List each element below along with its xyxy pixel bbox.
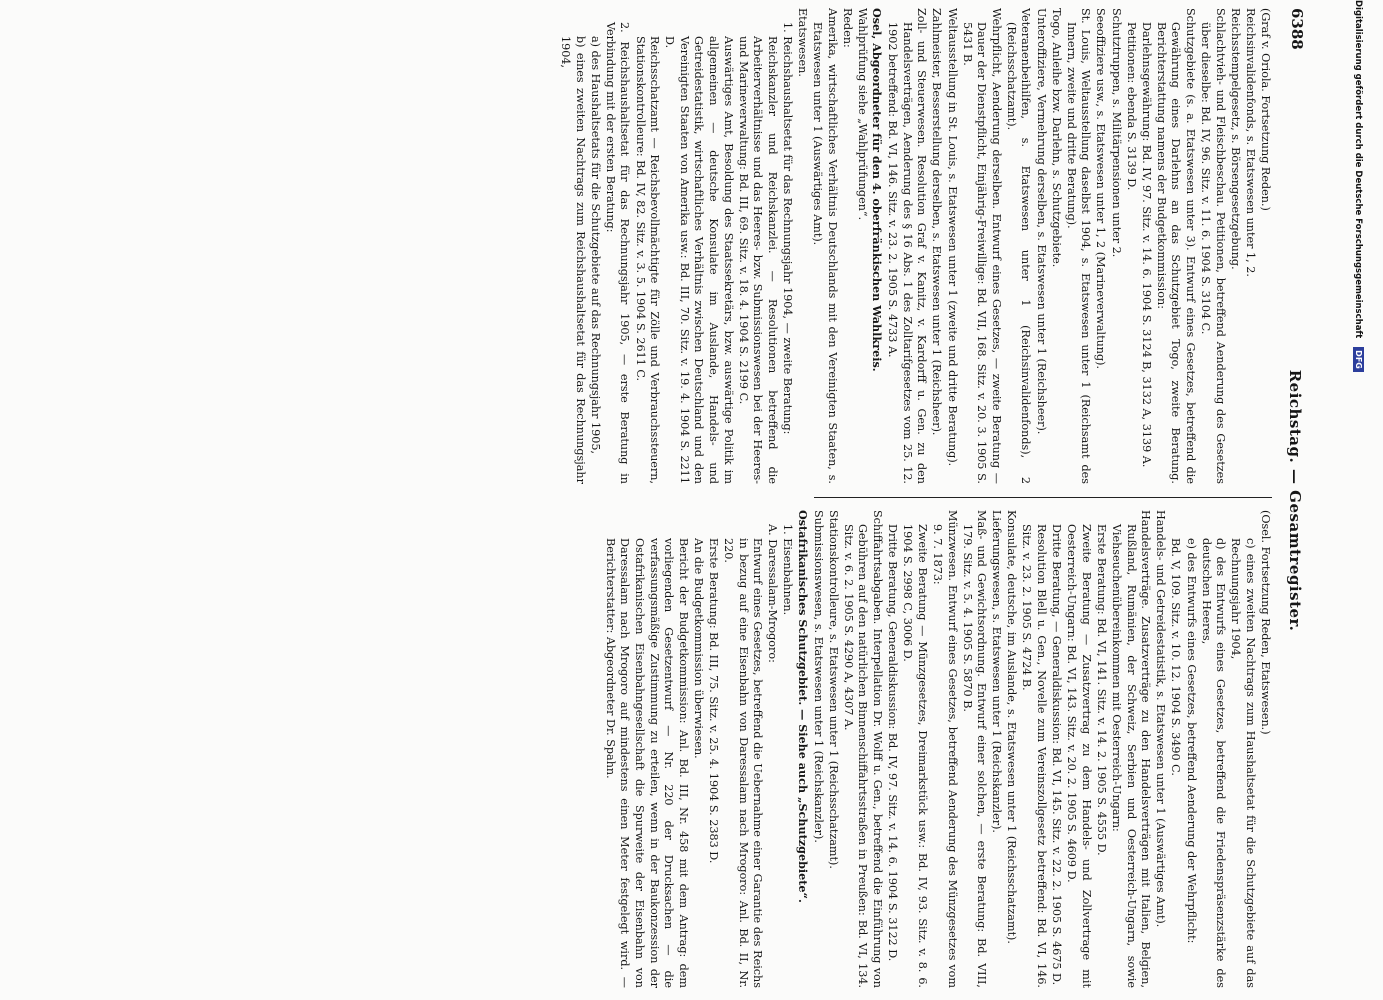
- register-entry: Resolution Blell u. Gen., Novelle zum Vereinszollgesetz betreffend: Bd. VI, 146. Sitz. v. 23. 2. 1905 S. 4724 B.: [1020, 524, 1049, 988]
- dfg-logo: DFG: [1353, 347, 1364, 372]
- register-entry: Reden:: [840, 8, 854, 48]
- register-entry: Bd. V, 109. Sitz. v. 10. 12. 1904 S. 3490 C.: [1169, 538, 1183, 776]
- register-entry: Wahlprüfung siehe „Wahlprüfungen“.: [855, 8, 869, 221]
- register-entry: Lieferungswesen, s. Etatswesen unter 1 (Reichskanzler).: [990, 510, 1004, 833]
- register-entry: Stationskontrolleure, s. Etatswesen unter 1 (Reichsschatzamt).: [826, 510, 840, 869]
- register-entry: St. Louis, Weltausstellung daselbst 1904, s. Etatswesen unter 1 (Reichsamt des Innern, zweite und dritte Beratung).: [1064, 8, 1093, 484]
- register-entry: Reichsstempelgesetz, s. Börsengesetzgebung.: [1228, 8, 1242, 270]
- register-entry: Entwurf eines Gesetzes, betreffend die Uebernahme einer Garantie des Reichs in bezug auf eine Eisenbahn von Daressalam nach Mrogoro: Anl. Bd. II, Nr. 220.: [722, 538, 765, 988]
- register-entry: Zoll- und Steuerwesen. Resolution Graf v. Kanitz, v. Kardorff u. Gen. zu den Handelsverträgen, Aenderung des § 16 Abs. 1 des Zolltarifgesetzes vom 25. 12. 1902 betreffend: Bd. VI, 146. Sitz. v. 23. 2. 1905 S. 4733 A.: [886, 8, 929, 484]
- register-entry: Veteranenbeihilfen, s. Etatswesen unter 1 (Reichsinvalidenfonds), 2 (Reichsschatzamt).: [1004, 8, 1033, 484]
- register-entry: Konsulate, deutsche, im Auslande, s. Etatswesen unter 1 (Reichsschatzamt).: [1005, 510, 1019, 944]
- column-divider: [814, 497, 1272, 498]
- register-entry: Ostafrikanisches Schutzgebiet. — Siehe auch „Schutzgebiete“.: [795, 510, 810, 903]
- register-entry: Reichskanzler und Reichskanzlei. — Resolutionen betreffend die Arbeiterverhältnisse und das Heeres- bzw. Submissionswesen bei der Heeres- und Marineverwaltung: Bd. III, 69. Sitz. v. 18. 4. 1904 S. 2199 C.: [736, 36, 779, 484]
- register-entry: Schlachtvieh- und Fleischbeschau. Petitionen, betreffend Aenderung des Gesetzes über dieselbe: Bd. IV, 96. Sitz. v. 11. 6. 1904 S. 3104 C.: [1199, 8, 1227, 484]
- digitization-footer: [1352, 0, 1364, 1000]
- register-entry: Auswärtiges Amt, Besoldung des Staatssekretärs, bzw. auswärtige Politik im allgemeinen — deutsche Konsulate im Auslande, Handels- und Getreidestatistik, wirtschaftliches Verhältnis zwischen Deutschland und den Vereinigten Staaten von Amerika usw.: Bd. III, 70. Sitz. v. 19. 4. 1904 S. 2211 D.: [663, 36, 735, 484]
- register-entry: Schutztruppen, s. Militärpensionen unter 2.: [1109, 8, 1123, 258]
- register-entry: (Osel. Fortsetzung Reden, Etatswesen.): [1259, 510, 1272, 735]
- register-entry: (Graf v. Oriola. Fortsetzung Reden.): [1259, 8, 1272, 211]
- register-entry: a) des Haushaltsetats für die Schutzgebiete auf das Rechnungsjahr 1905,: [588, 36, 602, 455]
- left-column: [37, 8, 1272, 484]
- page-title: Reichstag. — Gesamtregister.: [1286, 369, 1304, 632]
- footer-text: Digitalisierung gefördert durch die Deutsche Forschungsgemeinschaft: [1353, 0, 1363, 339]
- register-entry: An die Budgetkommission überwiesen.: [691, 538, 705, 759]
- page-number: 6388: [1288, 8, 1306, 50]
- register-entry: Osel, Abgeordneter für den 4. oberfränkischen Wahlkreis.: [870, 8, 885, 372]
- register-entry: Darlehnsgewährung: Bd. IV, 97. Sitz. v. 14. 6. 1904 S. 3124 B, 3132 A, 3139 A.: [1139, 22, 1153, 468]
- register-entry: Togo, Anleihe bzw. Darlehn, s. Schutzgebiete.: [1049, 8, 1063, 268]
- register-entry: Reichsinvalidenfonds, s. Etatswesen unter 1, 2.: [1243, 8, 1257, 277]
- register-entry: Handelsverträge. Zusatzverträge zu den Handelsverträgen mit Italien, Belgien, Rußland, Rumänien, der Schweiz, Serbien und Oesterreich-Ungarn, sowie Viehseuchenübereinkommen mit Oesterreich-Ungarn:: [1110, 510, 1153, 988]
- register-entry: e) des Entwurfs eines Gesetzes, betreffend Aenderung der Wehrpflicht:: [1184, 538, 1198, 944]
- register-entry: Dritte Beratung, Generaldiskussion: Bd. IV, 97. Sitz. v. 14. 6. 1904 S. 3122 D.: [886, 524, 900, 962]
- register-entry: Petitionen: ebenda S. 3139 D.: [1124, 22, 1138, 191]
- register-entry: Unteroffiziere, Vermehrung derselben, s. Etatswesen unter 1 (Reichsheer).: [1034, 8, 1048, 435]
- register-entry: Erste Beratung: Bd. VI, 141. Sitz. v. 14. 2. 1905 S. 4555 D.: [1094, 524, 1108, 856]
- register-entry: Schiffahrtsabgaben. Interpellation Dr. Wolff u. Gen., betreffend die Einführung von Gebühren auf den natürlichen Binnenschiffahrtsstraßen in Preußen: Bd. VI, 134. Sitz. v. 6. 2. 1905 S. 4290 A, 4307 A.: [841, 510, 885, 988]
- register-entry: Maß- und Gewichtsordnung. Entwurf einer solchen, — erste Beratung: Bd. VIII, 179. Sitz. v. 5. 4. 1905 S. 5870 B.: [960, 510, 989, 988]
- register-entry: Weltausstellung in St. Louis, s. Etatswesen unter 1 (zweite und dritte Beratung).: [945, 8, 959, 467]
- register-entry: Handels- und Getreidestatistik, s. Etatswesen unter 1 (Auswärtiges Amt).: [1154, 510, 1168, 928]
- register-entry: Münzwesen. Entwurf eines Gesetzes, betreffend Aenderung des Münzgesetzes vom 9. 7. 1873:: [930, 510, 959, 988]
- register-entry: Zahlmeister, Besserstellung derselben, s. Etatswesen unter 1 (Reichsheer).: [930, 8, 944, 436]
- register-entry: Submissionswesen, s. Etatswesen unter 1 (Reichskanzler).: [811, 510, 825, 843]
- register-entry: Bericht der Budgetkommission: Anl. Bd. III, Nr. 458 mit dem Antrag: dem vorliegenden Gesetzentwurf — Nr. 220 der Drucksachen — die verfassungsmäßige Zustimmung zu erteilen, wenn in der Baukonzession der Ostafrikanischen Eisenbahngesellschaft die Spurweite der Eisenbahn von Daressalam nach Mrogoro auf mindestens einen Meter festgelegt wird. — Berichterstatter: Abgeordneter Dr. Spahn.: [603, 538, 690, 988]
- register-entry: Schutzgebiete (s. a. Etatswesen unter 3). Entwurf eines Gesetzes, betreffend die Gewährung eines Darlehns an das Schutzgebiet Togo, zweite Beratung. Berichterstattung namens der Budgetkommission:: [1154, 8, 1198, 484]
- register-entry: 1. Reichshaushaltsetat für das Rechnungsjahr 1904, — zweite Beratung:: [781, 22, 794, 435]
- register-entry: 2. Reichshaushaltsetat für das Rechnungsjahr 1905, — erste Beratung in Verbindung mit der ersten Beratung:: [603, 22, 632, 484]
- register-entry: Wehrpflicht, Aenderung derselben. Entwurf eines Gesetzes, — zweite Beratung — Dauer der Dienstpflicht, Einjährig-Freiwillige: Bd. VII, 168. Sitz. v. 20. 3. 1905 S. 5431 B.: [960, 8, 1003, 484]
- register-entry: Seeoffiziere usw., s. Etatswesen unter 1, 2 (Marineverwaltung).: [1094, 8, 1108, 370]
- register-entry: Dritte Beratung, — Generaldiskussion: Bd. VI, 145. Sitz. v. 22. 2. 1905 S. 4675 D.: [1050, 524, 1064, 986]
- register-entry: d) des Entwurfs eines Gesetzes, betreffend die Friedenspräsenzstärke des deutschen Heeres,: [1199, 538, 1228, 988]
- right-column: [37, 510, 1272, 988]
- register-entry: Etatswesen.: [796, 8, 810, 77]
- register-entry: Erste Beratung: Bd. III, 75. Sitz. v. 25. 4. 1904 S. 2383 D.: [707, 538, 721, 864]
- page-header: [1280, 8, 1308, 993]
- register-entry: b) eines zweiten Nachtrags zum Reichshaushaltsetat für das Rechnungsjahr 1904,: [559, 36, 587, 484]
- register-entry: Zweite Beratung — Münzgesetzes, Dreimarkstück usw.: Bd. IV, 93. Sitz. v. 8. 6. 1904 S. 2998 C, 3006 D.: [901, 524, 929, 988]
- rotated-register-page: [28, 8, 1308, 993]
- register-entry: A. Daressalam-Mrogoro:: [766, 524, 780, 663]
- register-entry: c) eines zweiten Nachtrags zum Haushaltsetat für die Schutzgebiete auf das Rechnungsjahr 1904,: [1229, 538, 1257, 988]
- register-entry: Zweite Beratung — Zusatzvertrag zu dem Handels- und Zollvertrage mit Oesterreich-Ungarn: Bd. VI, 143. Sitz. v. 20. 2. 1905 S. 4609 D.: [1065, 524, 1093, 988]
- register-entry: 1. Eisenbahnen.: [781, 524, 795, 616]
- register-entry: Amerika, wirtschaftliches Verhältnis Deutschlands mit den Vereinigten Staaten, s. Etatswesen unter 1 (Auswärtiges Amt).: [811, 8, 839, 484]
- register-entry: Reichsschatzamt — Reichsbevollmächtigte für Zölle und Verbrauchssteuern, Stationskontrolleure: Bd. IV, 82. Sitz. v. 3. 5. 1904 S. 2611 C.: [633, 36, 662, 484]
